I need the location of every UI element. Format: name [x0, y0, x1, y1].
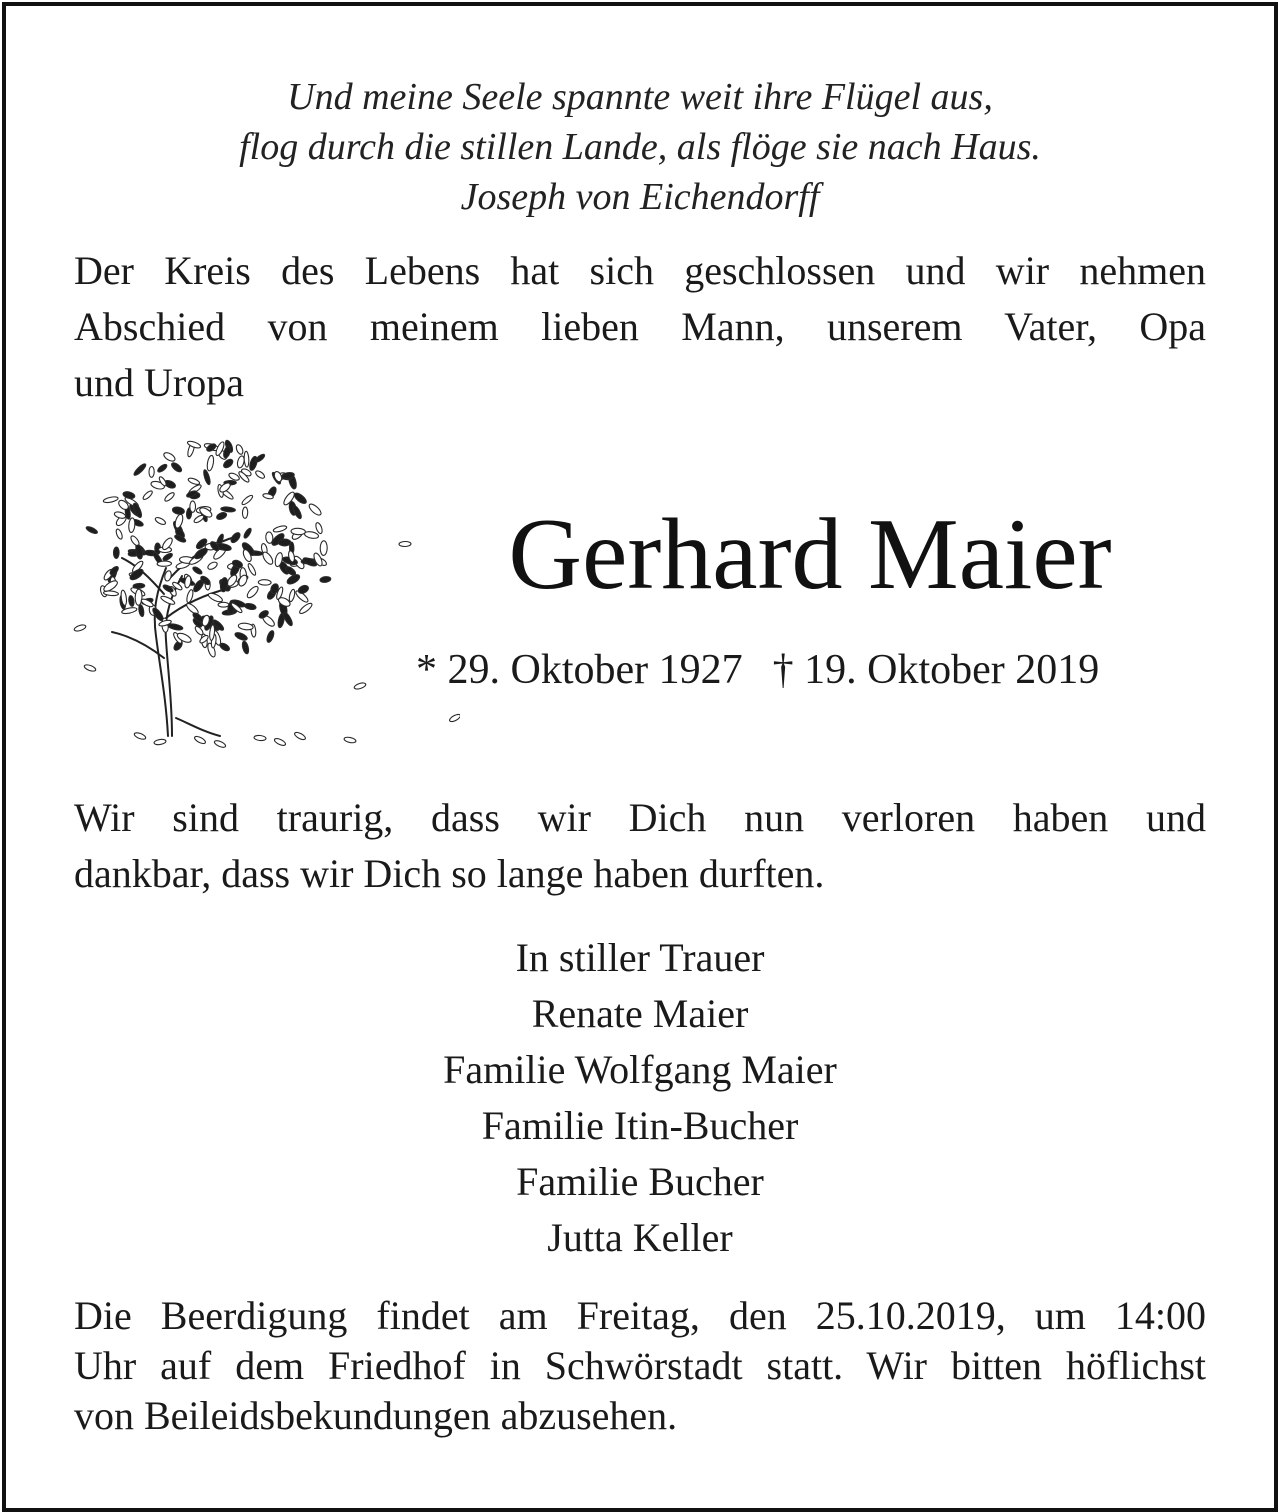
leaf	[202, 469, 211, 485]
leaf	[293, 491, 308, 505]
leaf	[274, 737, 287, 747]
leaf	[247, 563, 257, 577]
leaf	[241, 641, 250, 655]
leaf	[103, 496, 119, 504]
mourning-heading: In stiller Trauer	[515, 935, 765, 980]
leaf	[218, 602, 229, 607]
intro-line-1: Der Kreis des Lebens hat sich geschlossen und wir nehmen	[74, 248, 1206, 293]
leaf	[114, 511, 127, 520]
leaf	[238, 622, 253, 630]
leaf	[193, 514, 205, 524]
leaf	[235, 444, 244, 455]
leaf-cluster	[74, 439, 460, 748]
leaf	[162, 552, 173, 562]
leaf	[315, 522, 324, 534]
windblown-tree-icon	[60, 418, 460, 748]
quote-line-1: Und meine Seele spannte weit ihre Flügel aus,	[287, 76, 993, 118]
funeral-line-1: Die Beerdigung findet am Freitag, den 25.10.2019, um 14:00	[74, 1293, 1206, 1338]
leaf	[190, 501, 196, 512]
leaf	[241, 494, 254, 506]
death-date: † 19. Oktober 2019	[772, 647, 1100, 693]
leaf	[142, 490, 154, 501]
leaf	[219, 642, 231, 652]
leaf	[221, 506, 236, 512]
leaf	[133, 462, 148, 476]
leaf	[135, 589, 142, 605]
quote-line-2: flog durch die stillen Lande, als flöge sie nach Haus.	[239, 126, 1041, 168]
leaf	[194, 735, 207, 745]
birth-date: * 29. Oktober 1927	[416, 647, 743, 693]
sentiment-line-2: dankbar, dass wir Dich so lange haben durften.	[74, 851, 825, 896]
leaf	[115, 528, 123, 540]
leaf	[278, 539, 290, 546]
deceased-name: Gerhard Maier	[508, 498, 1112, 611]
leaf	[216, 511, 228, 521]
leaf	[234, 631, 248, 642]
leaf	[244, 603, 257, 611]
leaf	[449, 713, 460, 723]
leaf	[172, 506, 185, 515]
leaf	[162, 584, 174, 594]
leaf	[174, 513, 184, 529]
leaf	[261, 551, 275, 566]
leaf	[149, 466, 154, 477]
leaf	[206, 455, 214, 471]
leaf	[138, 604, 145, 617]
leaf	[273, 525, 288, 533]
leaf	[242, 507, 248, 518]
mourner-name: Familie Wolfgang Maier	[443, 1047, 837, 1092]
intro-line-2: Abschied von meinem lieben Mann, unserem Vater, Opa	[74, 304, 1206, 349]
leaf	[162, 451, 176, 463]
mourner-name: Renate Maier	[531, 991, 749, 1036]
leaf	[74, 624, 87, 632]
leaf	[344, 736, 357, 743]
leaf	[354, 682, 367, 690]
leaf	[304, 531, 319, 540]
leaf	[307, 502, 322, 517]
leaf	[244, 451, 249, 467]
leaf	[399, 541, 411, 546]
leaf	[243, 527, 253, 539]
leaf	[192, 566, 203, 576]
leaf	[154, 516, 166, 526]
leaf	[258, 579, 271, 585]
life-dates	[416, 640, 1216, 700]
leaf	[113, 547, 119, 558]
leaf	[154, 739, 167, 746]
leaf	[266, 630, 275, 644]
leaf	[294, 731, 307, 741]
quote-author: Joseph von Eichendorff	[460, 176, 820, 218]
funeral-line-3: von Beileidsbekundungen abzusehen.	[74, 1393, 678, 1438]
leaf	[134, 732, 147, 741]
mourner-name: Familie Itin-Bucher	[481, 1103, 799, 1148]
leaf	[288, 589, 296, 602]
leaf	[109, 565, 120, 576]
leaf	[320, 541, 327, 556]
leaf	[214, 739, 227, 748]
leaf	[128, 518, 135, 533]
leaf	[157, 561, 172, 567]
notice-border	[2, 2, 1278, 1512]
leaf	[291, 528, 306, 535]
leaf	[187, 477, 200, 486]
leaf	[254, 469, 265, 479]
leaf	[128, 595, 135, 606]
sentiment-line-1: Wir sind traurig, dass wir Dich nun verloren haben und	[74, 795, 1206, 840]
mourner-name: Familie Bucher	[516, 1159, 764, 1204]
leaf	[157, 463, 168, 473]
leaf	[246, 585, 260, 600]
leaf	[207, 592, 223, 604]
leaf	[265, 532, 273, 544]
intro-line-3: und Uropa	[74, 360, 244, 405]
leaf	[207, 561, 219, 571]
funeral-line-2: Uhr auf dem Friedhof in Schwörstadt statt. Wir bitten höflichst	[74, 1343, 1206, 1388]
leaf	[170, 461, 183, 473]
leaf	[161, 536, 174, 551]
leaf	[84, 664, 97, 673]
leaf	[320, 576, 331, 583]
leaf	[122, 491, 135, 500]
leaf	[254, 735, 266, 741]
leaf	[85, 525, 98, 534]
leaf	[254, 453, 265, 463]
mourner-name: Jutta Keller	[547, 1215, 733, 1260]
leaf	[164, 491, 176, 502]
leaf	[229, 531, 241, 544]
leaf	[298, 602, 313, 615]
